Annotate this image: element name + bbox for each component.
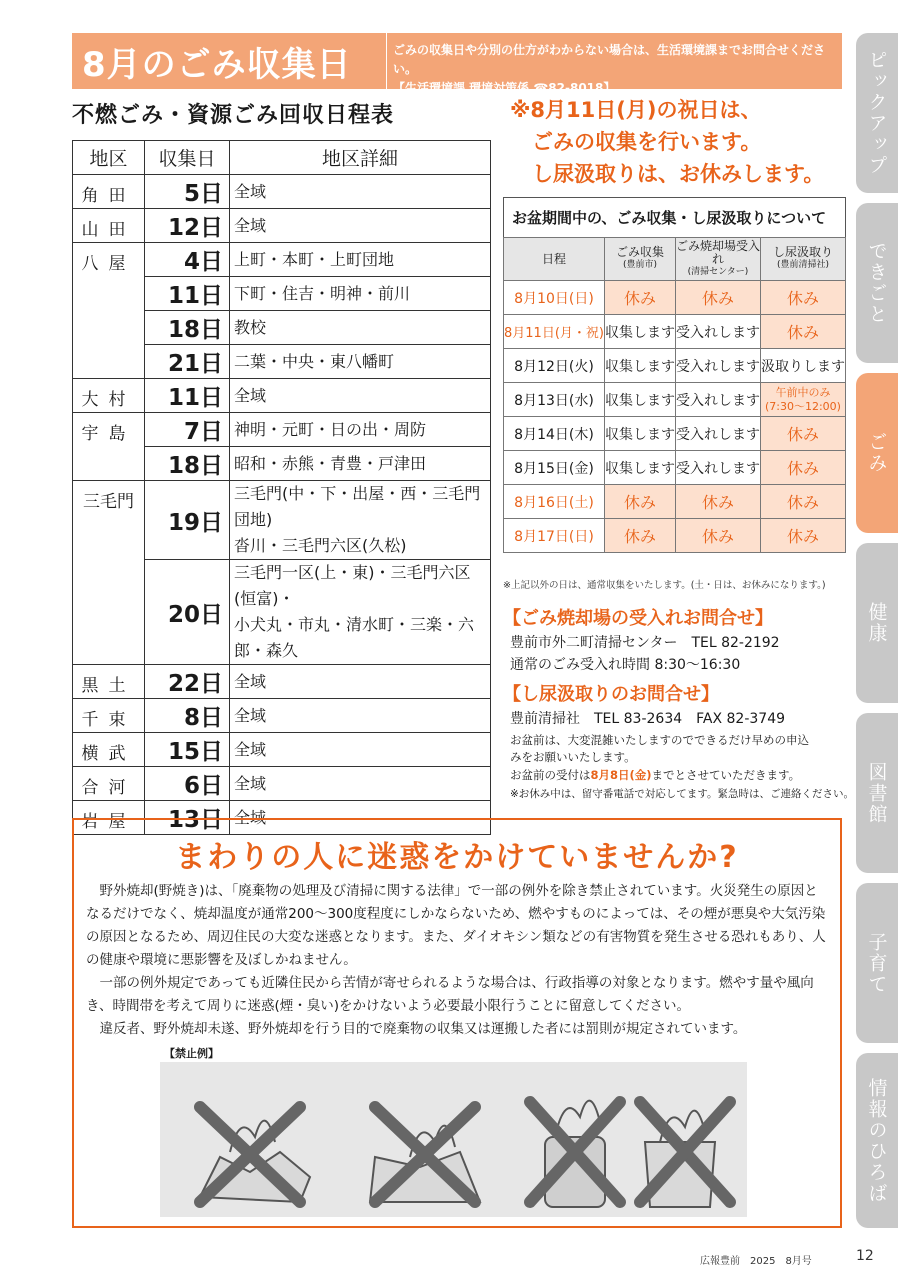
schedule-table [72, 140, 491, 835]
table-row [73, 379, 491, 413]
status-cell: 休み [604, 281, 675, 315]
day-cell: 7日 [145, 413, 230, 447]
incinerator-heading: 【ごみ焼却場の受入れお問合せ】 [503, 608, 773, 629]
day-cell: 11日 [145, 379, 230, 413]
status-cell [760, 383, 845, 417]
table-row [504, 485, 846, 519]
day-cell: 11日 [145, 277, 230, 311]
day-cell: 19日 [145, 481, 230, 560]
detail-cell: 昭和・赤熊・青豊・戸津田 [230, 447, 491, 481]
burning-examples-svg [160, 1062, 747, 1217]
status-cell: 受入れします [675, 315, 760, 349]
status-cell: 収集します [604, 349, 675, 383]
status-cell: 休み [760, 451, 845, 485]
area-cell: 合河 [73, 767, 145, 801]
side-tab-pickup[interactable]: ピックアップ [856, 33, 898, 193]
obon-col-header [504, 238, 605, 281]
date-cell: 8月15日(金) [504, 451, 605, 485]
status-cell: 収集します [604, 315, 675, 349]
detail-line: 三毛門(中・下・出屋・西・三毛門団地) [234, 484, 481, 529]
nightsoil-note3-c: までとさせていただきます。 [651, 768, 801, 782]
prohibited-examples-illustration [160, 1062, 747, 1217]
date-cell: 8月13日(水) [504, 383, 605, 417]
burning-paragraph: 違反者、野外焼却未遂、野外焼却を行う目的で廃棄物の収集又は運搬した者には罰則が規定されています。 [99, 1021, 747, 1037]
area-cell: 横武 [73, 733, 145, 767]
day-cell: 6日 [145, 767, 230, 801]
nightsoil-note2: みをお願いいたします。 [510, 750, 636, 764]
status-cell: 休み [604, 485, 675, 519]
detail-cell: 二葉・中央・東八幡町 [230, 345, 491, 379]
table-row [73, 209, 491, 243]
detail-cell: 全域 [230, 699, 491, 733]
side-tab-garbage[interactable]: ごみ [856, 373, 898, 533]
day-cell: 15日 [145, 733, 230, 767]
date-cell: 8月17日(日) [504, 519, 605, 553]
status-cell: 休み [675, 519, 760, 553]
status-cell: 収集します [604, 383, 675, 417]
open-burning-notice [72, 818, 842, 1228]
area-cell: 大村 [73, 379, 145, 413]
date-cell: 8月10日(日) [504, 281, 605, 315]
day-cell: 4日 [145, 243, 230, 277]
detail-cell: 神明・元町・日の出・周防 [230, 413, 491, 447]
day-cell: 20日 [145, 560, 230, 665]
table-row [73, 699, 491, 733]
obon-col-header [760, 238, 845, 281]
day-cell: 22日 [145, 665, 230, 699]
day-cell: 13日 [145, 801, 230, 835]
table-row [504, 451, 846, 485]
status-cell: 収集します [604, 417, 675, 451]
detail-cell: 全域 [230, 379, 491, 413]
area-cell: 八屋 [73, 243, 145, 379]
col-header-detail: 地区詳細 [230, 141, 491, 175]
obon-caption: お盆期間中の、ごみ収集・し尿汲取りについて [503, 197, 846, 237]
obon-table [503, 197, 846, 553]
nightsoil-line1: 豊前清掃社 TEL 83-2634 FAX 82-3749 [510, 711, 786, 727]
table-row [73, 413, 491, 447]
obon-header-row [504, 238, 846, 281]
burning-title: まわりの人に迷惑をかけていませんか? [175, 840, 739, 875]
col-header-day: 収集日 [145, 141, 230, 175]
page-number: 12 [856, 1248, 874, 1264]
status-cell: 休み [760, 315, 845, 349]
detail-cell: 全域 [230, 665, 491, 699]
area-cell: 岩屋 [73, 801, 145, 835]
obon-col-sub: (豊前清掃社) [776, 260, 829, 270]
status-cell: 汲取りします [760, 349, 845, 383]
table-row [504, 417, 846, 451]
area-cell: 宇島 [73, 413, 145, 481]
status-cell: 収集します [604, 451, 675, 485]
side-tab-library[interactable]: 図書館 [856, 713, 898, 873]
obon-col-label: ごみ焼却場受入れ [675, 238, 760, 266]
detail-cell: 全域 [230, 209, 491, 243]
status-cell: 休み [760, 485, 845, 519]
day-cell: 5日 [145, 175, 230, 209]
nightsoil-note4: ※お休み中は、留守番電話で対応してます。緊急時は、ご連絡ください。 [510, 788, 854, 800]
obon-col-header [604, 238, 675, 281]
detail-cell: 教校 [230, 311, 491, 345]
area-cell: 黒土 [73, 665, 145, 699]
detail-cell: 全域 [230, 767, 491, 801]
page-title: 8月のごみ収集日 [72, 33, 386, 89]
detail-cell: 下町・住吉・明神・前川 [230, 277, 491, 311]
table-row [504, 315, 846, 349]
detail-cell: 全域 [230, 175, 491, 209]
status-cell: 休み [675, 281, 760, 315]
day-cell: 18日 [145, 447, 230, 481]
table-row [504, 519, 846, 553]
detail-line: 沓川・三毛門六区(久松) [234, 536, 407, 555]
detail-line: 小犬丸・市丸・清水町・三楽・六郎・森久 [234, 615, 475, 660]
burning-paragraph: 一部の例外規定であっても近隣住民から苦情が寄せられるような場合は、行政指導の対象となります。燃やす量や風向き、時間帯を考えて周りに迷惑(煙・臭い)をかけないよう必要最小限行うことに留意してください。 [86, 975, 814, 1014]
schedule-title: 不燃ごみ・資源ごみ回収日程表 [72, 103, 395, 128]
table-row [504, 383, 846, 417]
table-row [73, 767, 491, 801]
detail-cell [230, 481, 491, 560]
header-note-line2: 【生活環境課 環境対策係 ☎82-8018】 [393, 81, 616, 95]
detail-cell: 全域 [230, 801, 491, 835]
area-cell: 三毛門 [73, 481, 145, 665]
table-row [504, 349, 846, 383]
example-label: 【禁止例】 [164, 1047, 219, 1060]
header-note [387, 33, 842, 95]
detail-cell: 上町・本町・上町団地 [230, 243, 491, 277]
col-header-area: 地区 [73, 141, 145, 175]
holiday-note-line1: ※8月11日(月)の祝日は、 [510, 98, 762, 122]
date-cell: 8月11日(月・祝) [504, 315, 605, 349]
side-tab-info-plaza[interactable]: 情報のひろば [856, 1053, 898, 1228]
table-row [73, 243, 491, 277]
detail-line: 三毛門一区(上・東)・三毛門六区(恒富)・ [234, 563, 471, 608]
status-cell: 休み [760, 281, 845, 315]
status-line: (7:30～12:00) [764, 399, 841, 413]
status-cell: 受入れします [675, 417, 760, 451]
table-row [73, 733, 491, 767]
area-cell: 山田 [73, 209, 145, 243]
nightsoil-heading: 【し尿汲取りのお問合せ】 [503, 684, 719, 705]
obon-col-header [675, 238, 760, 281]
table-row [504, 281, 846, 315]
obon-col-sub: (豊前市) [622, 260, 657, 270]
side-tab-events[interactable]: できごと [856, 203, 898, 363]
area-cell: 角田 [73, 175, 145, 209]
incinerator-line2: 通常のごみ受入れ時間 8:30～16:30 [510, 657, 741, 673]
day-cell: 21日 [145, 345, 230, 379]
area-cell: 千束 [73, 699, 145, 733]
obon-col-label: ごみ収集 [615, 245, 664, 259]
status-cell: 休み [675, 485, 760, 519]
nightsoil-deadline: 8月8日(金) [590, 768, 652, 782]
obon-col-sub: (清掃センター) [687, 266, 749, 277]
holiday-note-line2: ごみの収集を行います。 [532, 130, 762, 154]
obon-col-label: し尿汲取り [772, 245, 833, 259]
nightsoil-note3 [510, 767, 800, 784]
footer-publication: 広報豊前 2025 8月号 [700, 1256, 812, 1267]
nightsoil-note3-a: お盆前の受付は [510, 768, 591, 782]
date-cell: 8月12日(火) [504, 349, 605, 383]
status-line: 午前中のみ [775, 385, 831, 399]
day-cell: 8日 [145, 699, 230, 733]
date-cell: 8月14日(木) [504, 417, 605, 451]
obon-footnote: ※上記以外の日は、通常収集をいたします。(土・日は、お休みになります。) [503, 580, 826, 591]
status-cell: 受入れします [675, 349, 760, 383]
day-cell: 18日 [145, 311, 230, 345]
schedule-header-row [73, 141, 491, 175]
side-tab-childcare[interactable]: 子育て [856, 883, 898, 1043]
detail-cell [230, 560, 491, 665]
obon-col-label: 日程 [541, 251, 566, 266]
status-cell: 休み [604, 519, 675, 553]
status-cell: 受入れします [675, 383, 760, 417]
day-cell: 12日 [145, 209, 230, 243]
date-cell: 8月16日(土) [504, 485, 605, 519]
burning-paragraph: 野外焼却(野焼き)は、「廃棄物の処理及び清掃に関する法律」で一部の例外を除き禁止されています。火災発生の原因となるだけでなく、焼却温度が通常200～300度程度にしかならないため、燃やすものによっては、その煙が悪臭や大気汚染の原因となるため、周辺住民の大変な迷惑となります。また、ダイオキシン類などの有害物質を発生させる恐れもあり、人の健康や環境に悪影響を及ぼしかねません。 [86, 883, 826, 968]
status-cell: 休み [760, 417, 845, 451]
table-row [73, 665, 491, 699]
table-row [73, 175, 491, 209]
table-row [73, 481, 491, 560]
status-cell: 休み [760, 519, 845, 553]
burning-body [86, 880, 831, 1041]
holiday-note-line3: し尿汲取りは、お休みします。 [532, 162, 825, 186]
side-tab-health[interactable]: 健康 [856, 543, 898, 703]
holiday-note [510, 94, 850, 190]
incinerator-line1: 豊前市外二町清掃センター TEL 82-2192 [510, 635, 780, 651]
header-note-line1: ごみの収集日や分別の仕方がわからない場合は、生活環境課までお問合せください。 [393, 43, 826, 76]
status-cell: 受入れします [675, 451, 760, 485]
detail-cell: 全域 [230, 733, 491, 767]
nightsoil-note1: お盆前は、大変混雑いたしますのでできるだけ早めの申込 [510, 733, 809, 747]
